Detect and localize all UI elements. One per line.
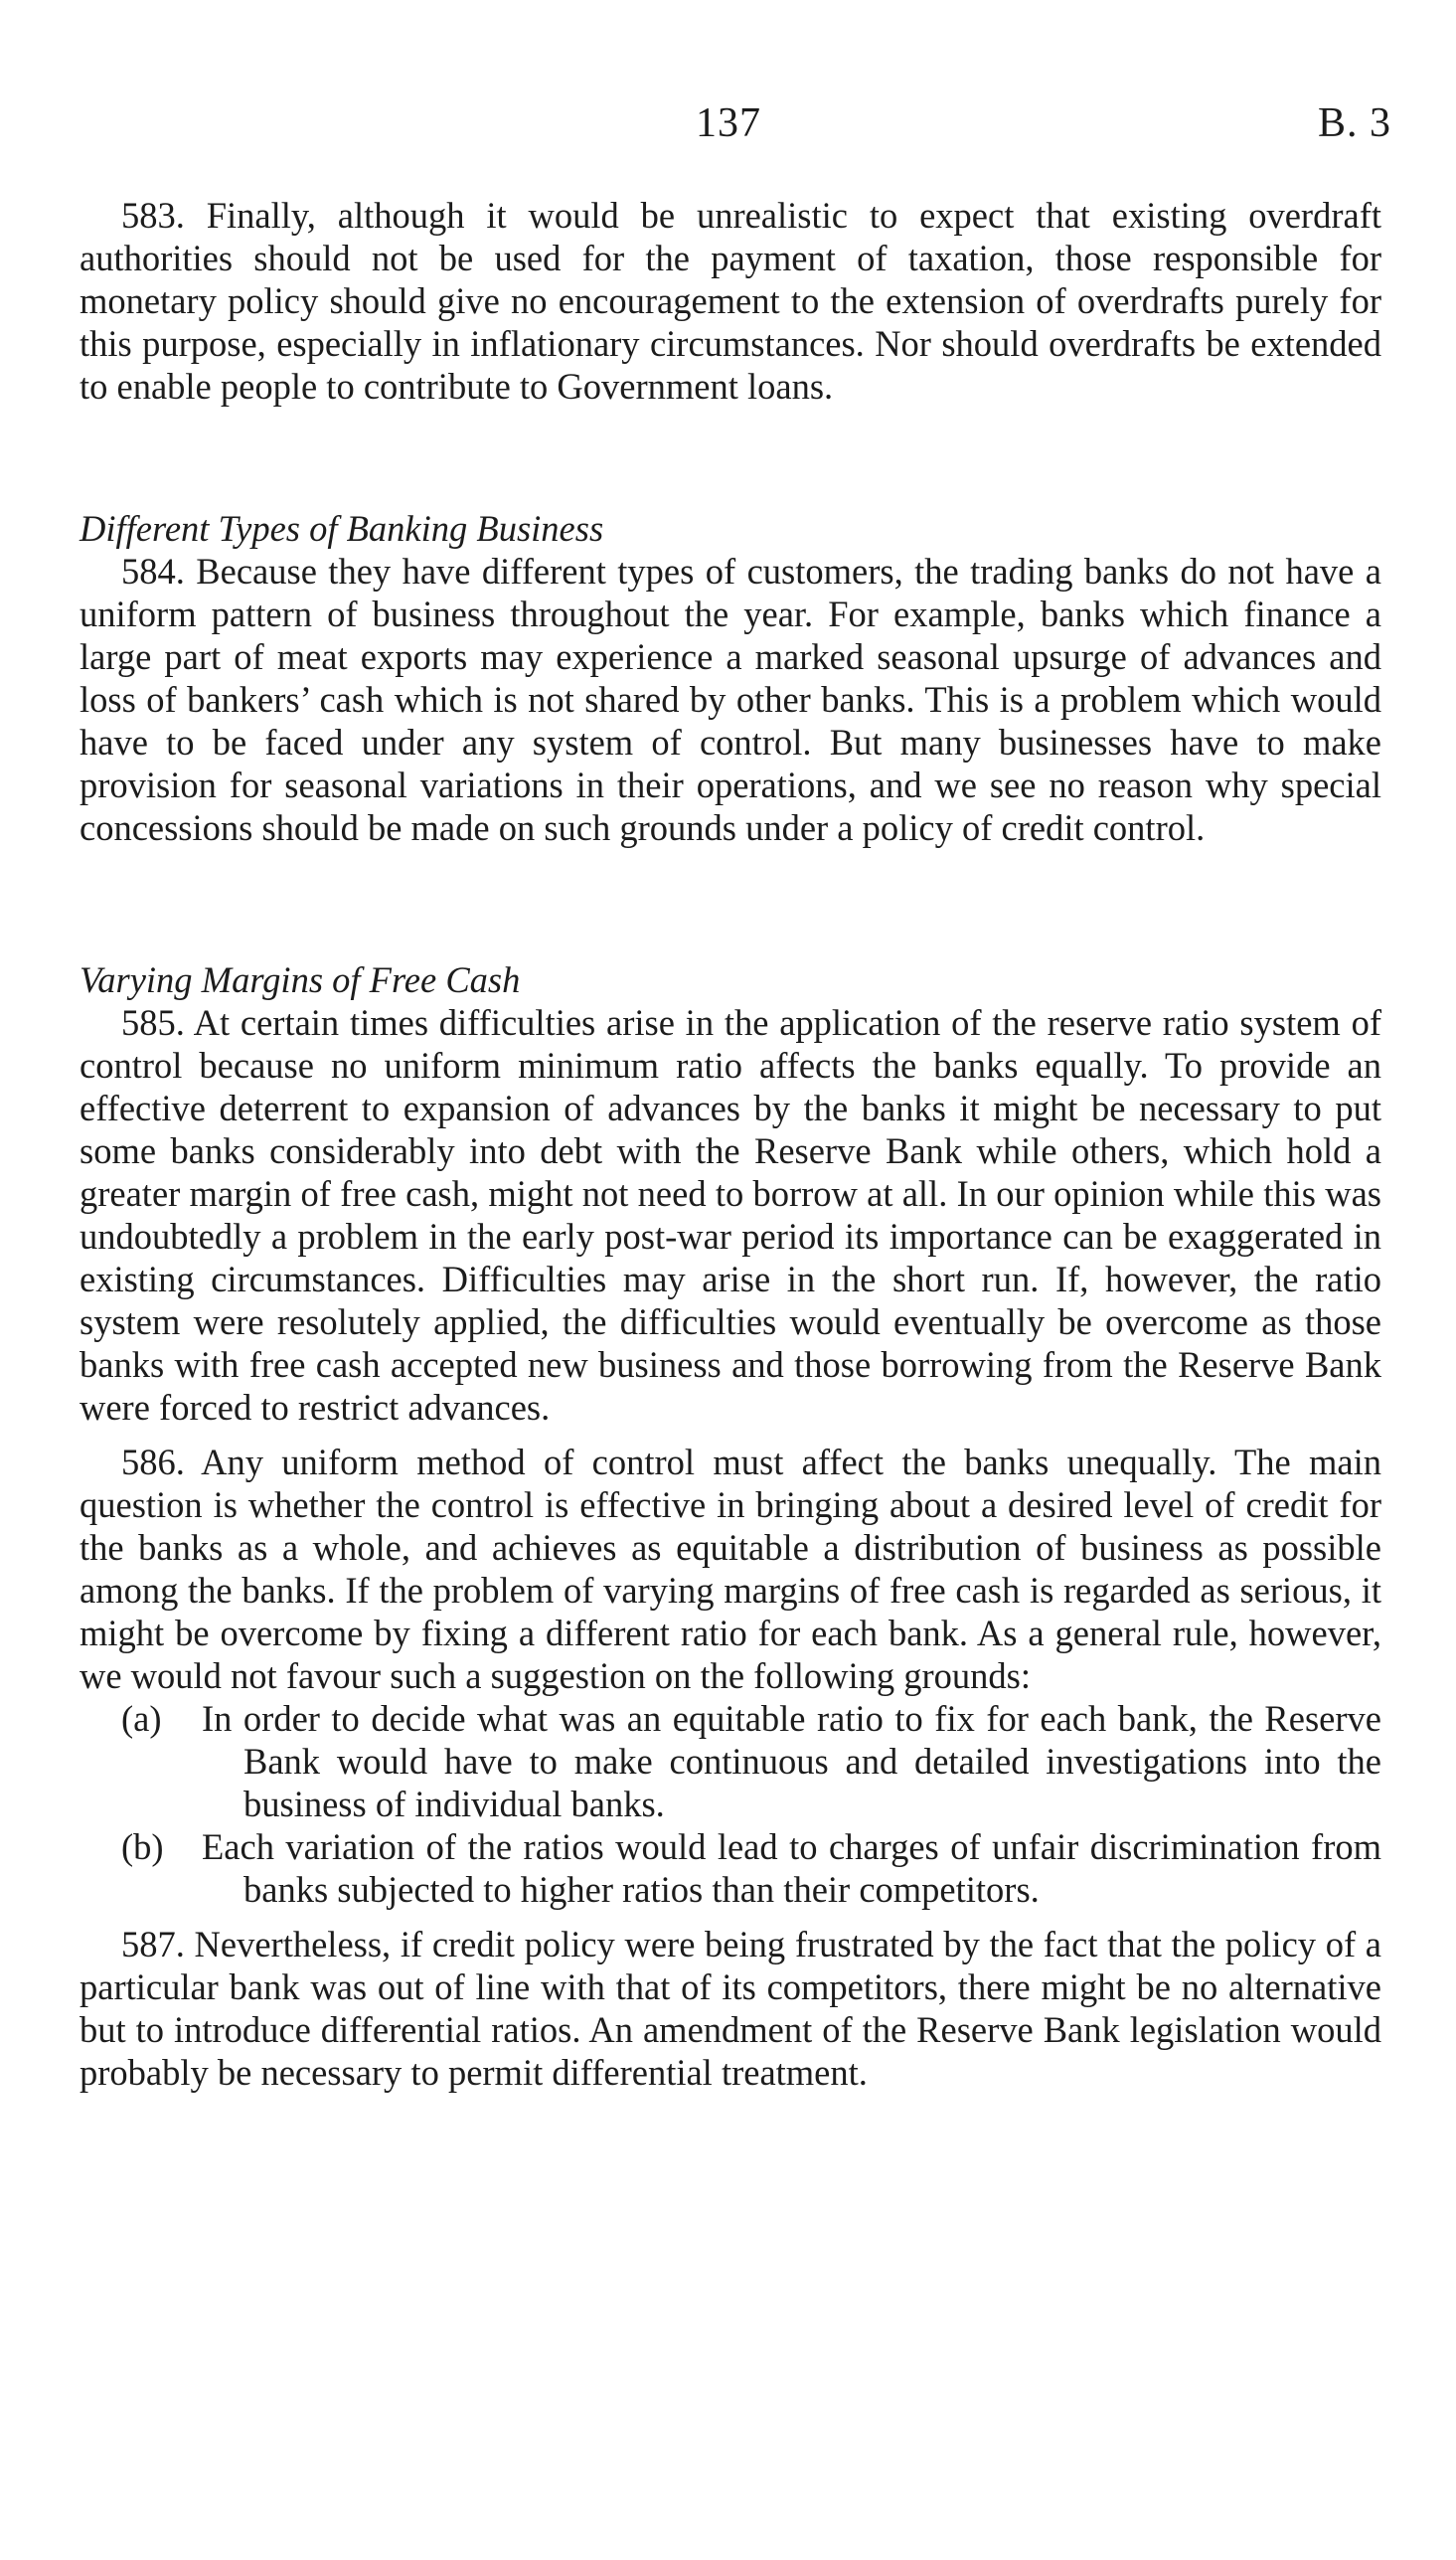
grounds-list [80,1697,1381,1911]
spacer [80,1911,1381,1923]
paragraph-586: 586. Any uniform method of control must affect the banks unequally. The main question is whether the control is effective in bringing about a desired level of credit for the banks as a whole, and achieves as equitable a distribution of business as possible among the banks. If the problem of varying margins of free cash is regarded as serious, it might be overcome by fixing a different ratio for each bank. As a general rule, however, we would not favour such a suggestion on the following grounds: [80,1442,1381,1696]
paragraph-584: 584. Because they have different types of customers, the trading banks do not have a uniform pattern of business throughout the year. For example, banks which finance a large part of meat exports may experience a marked seasonal upsurge of advances and loss of bankers’ cash which is not shared by other banks. This is a problem which would have to be faced under any system of control. But many businesses have to make provision for seasonal variations in their operations, and we see no reason why special concessions should be made on such grounds under a policy of credit control. [80,551,1381,848]
section-heading-banking-business: Different Types of Banking Business [80,508,604,549]
list-item [80,1825,1381,1911]
spacer [80,849,1381,958]
list-item-text: In order to decide what was an equitable ratio to fix for each bank, the Reserve Bank would have to make continuous and detailed investigations into the business of individual banks. [202,1698,1381,1824]
list-item [80,1697,1381,1825]
list-marker: (a) [121,1698,162,1739]
page-body [80,194,1381,2094]
spacer [80,1429,1381,1441]
page-number: 137 [696,100,761,146]
list-item-text: Each variation of the ratios would lead to charges of unfair discrimination from banks subjected to higher ratios than their competitors. [202,1826,1381,1910]
spacer [80,408,1381,507]
page-reference: B. 3 [1317,100,1391,146]
paragraph-583: 583. Finally, although it would be unrealistic to expect that existing overdraft authorities should not be used for the payment of taxation, those responsible for monetary policy should give no encouragement to the extension of overdrafts purely for this purpose, especially in inflationary circumstances. Nor should overdrafts be extended to enable people to contribute to Government loans. [80,195,1381,407]
paragraph-585: 585. At certain times difficulties arise in the application of the reserve ratio system of control because no uniform minimum ratio affects the banks equally. To provide an effective deterrent to expansion of advances by the banks it might be necessary to put some banks considerably into debt with the Reserve Bank while others, which hold a greater margin of free cash, might not need to borrow at all. In our opinion while this was undoubtedly a problem in the early post-war period its importance can be exaggerated in existing circumstances. Difficulties may arise in the short run. If, however, the ratio system were resolutely applied, the difficulties would eventually be overcome as those banks with free cash accepted new business and those borrowing from the Reserve Bank were forced to restrict advances. [80,1002,1381,1428]
section-heading-free-cash: Varying Margins of Free Cash [80,959,521,1000]
list-marker: (b) [121,1826,164,1867]
paragraph-587: 587. Nevertheless, if credit policy were being frustrated by the fact that the policy of a particular bank was out of line with that of its competitors, there might be no alternative but to introduce differential ratios. An amendment of the Reserve Bank legislation would probably be necessary to permit differential treatment. [80,1924,1381,2093]
